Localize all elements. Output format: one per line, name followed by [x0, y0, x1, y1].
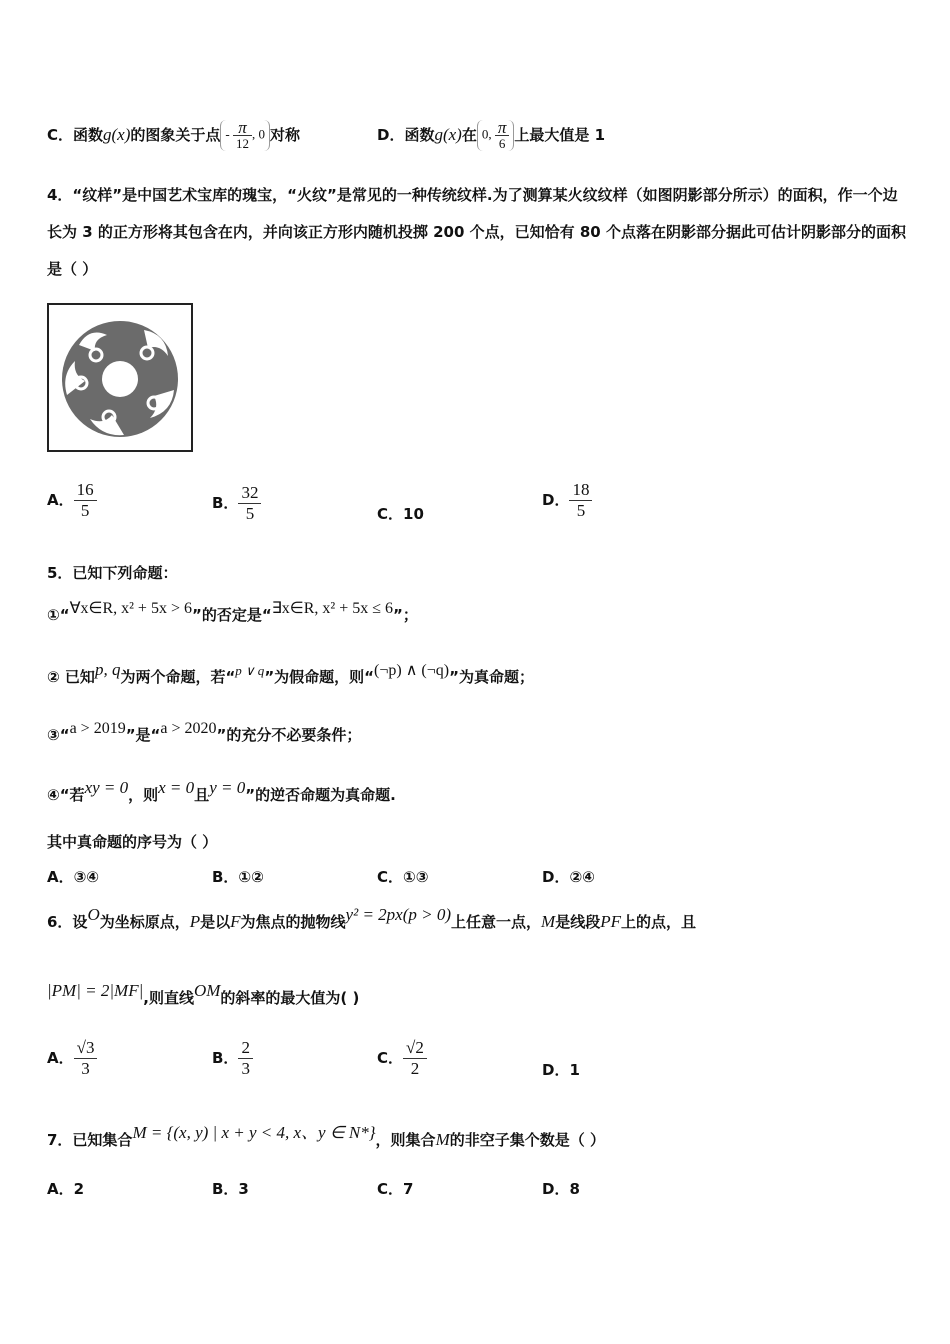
text: 上最大值是 1 [514, 126, 606, 144]
text: ”的否定是“ [191, 606, 272, 624]
text: ”是“ [125, 726, 161, 744]
text: 为两个命题，若“ [120, 668, 236, 686]
text: ”的充分不必要条件； [216, 726, 362, 744]
text: 7．已知集合 [47, 1131, 133, 1149]
math: ∀x∈R, x² + 5x > 6 [69, 600, 192, 617]
text: ④“若 [47, 786, 85, 804]
q6-line-2 [47, 981, 360, 1008]
interval-bracket: 0, $\frac{\pi}{6}$ [477, 120, 515, 151]
fire-pattern-icon [49, 305, 191, 450]
option-label: A． [47, 491, 74, 509]
text: 为坐标原点， [99, 913, 190, 931]
text: ③“ [47, 726, 70, 744]
math: a > 2020 [160, 720, 217, 737]
math: (¬p) ∧ (¬q) [374, 662, 450, 679]
q5-option-b[interactable]: B．①② [212, 868, 264, 886]
q6-option-a[interactable] [47, 1038, 97, 1079]
text: 的斜率的最大值为( ) [220, 989, 360, 1007]
option-label: D． [542, 1061, 570, 1079]
q7-line [47, 1123, 605, 1150]
math: ∃x∈R, x² + 5x ≤ 6 [271, 600, 394, 617]
text: ，则集合 [375, 1131, 436, 1149]
text: 的非空子集个数是（ ） [449, 1131, 605, 1149]
frac-num: π [233, 120, 252, 136]
text: ”的逆否命题为真命题. [245, 786, 396, 804]
math: x = 0 [158, 778, 195, 797]
frac-num: 32 [238, 483, 261, 504]
option-label: B． [212, 494, 239, 512]
q7-option-d[interactable]: D．8 [542, 1180, 580, 1198]
math: O [87, 905, 100, 924]
text: 在 [461, 126, 477, 144]
option-label: C．函数 [47, 126, 104, 144]
frac-den: 3 [241, 1059, 250, 1078]
text: ”； [393, 606, 418, 624]
fire-pattern-figure [47, 303, 193, 452]
frac-num: 2 [238, 1038, 253, 1059]
text: 对称 [270, 126, 301, 144]
text: ”为真命题； [449, 668, 534, 686]
math-gx: g(x) [434, 125, 462, 144]
math: M [435, 1130, 450, 1149]
math: xy = 0 [84, 778, 129, 797]
math: p ∨ q [235, 663, 265, 678]
frac-num: √3 [74, 1038, 98, 1059]
text: 的图象关于点 [130, 126, 221, 144]
frac-num: 18 [569, 480, 592, 501]
q4-option-d[interactable] [542, 480, 592, 521]
math: F [230, 912, 241, 931]
option-label: D．函数 [377, 126, 435, 144]
text: ，则 [128, 786, 159, 804]
q6-option-d[interactable] [542, 1059, 580, 1080]
q4-option-c[interactable] [377, 503, 424, 524]
q7-option-c[interactable]: C．7 [377, 1180, 414, 1198]
math: P [189, 912, 201, 931]
q5-option-d[interactable]: D．②④ [542, 868, 595, 886]
q3-option-c [47, 120, 300, 151]
math: a > 2019 [69, 720, 126, 737]
math: |PM| = 2|MF| [47, 981, 144, 1000]
option-value: 1 [569, 1061, 580, 1079]
math: PF [600, 912, 621, 931]
text: 上的点，且 [620, 913, 696, 931]
text: 6．设 [47, 913, 88, 931]
q4-option-a[interactable] [47, 480, 97, 521]
math: OM [193, 981, 221, 1000]
q4-text: 4．“纹样”是中国艺术宝库的瑰宝，“火纹”是常见的一种传统纹样.为了测算某火纹纹样（如图阴影部分所示）的面积，作一个边长为 3 的正方形将其包含在内，并向该正方形内随机投掷 200 个点，已知恰有 80 个点落在阴影部分据此可估计阴影部分的面积是（ ） [47, 186, 906, 278]
q5-proposition-3 [47, 720, 362, 746]
option-value: 10 [403, 505, 424, 523]
frac-num: 16 [74, 480, 97, 501]
q5-option-c[interactable]: C．①③ [377, 868, 429, 886]
q5-proposition-1 [47, 600, 418, 626]
text: 是线段 [555, 913, 601, 931]
math: M = {(x, y) | x + y < 4, x、y ∈ N*} [132, 1123, 376, 1142]
frac-den: 3 [81, 1059, 90, 1078]
point-bracket: - $\frac{\pi}{12}$ , 0 [220, 120, 270, 151]
q5-proposition-4 [47, 778, 396, 805]
option-label: A． [47, 1049, 74, 1067]
math-gx: g(x) [103, 125, 131, 144]
text: ② 已知 [47, 668, 95, 686]
math: p, q [94, 660, 121, 679]
option-label: C． [377, 505, 404, 523]
text: 上任意一点， [451, 913, 542, 931]
frac-num: √2 [403, 1038, 427, 1059]
q6-line-1 [47, 905, 696, 932]
q5-proposition-2 [47, 660, 534, 688]
math: y = 0 [209, 778, 246, 797]
text: 且 [194, 786, 210, 804]
q5-title: 5．已知下列命题： [47, 564, 178, 582]
q3-option-d [377, 120, 605, 151]
frac-den: 5 [80, 501, 90, 520]
frac-den: 5 [576, 501, 586, 520]
frac-num: π [495, 120, 510, 136]
option-label: B． [212, 1049, 239, 1067]
frac-den: 5 [245, 504, 255, 523]
frac-den: 12 [236, 136, 249, 151]
option-label: D． [542, 491, 570, 509]
text: 是以 [200, 913, 231, 931]
frac-den: 6 [498, 136, 506, 151]
q4-option-b[interactable] [212, 483, 261, 524]
q6-option-b[interactable] [212, 1038, 253, 1079]
frac-den: 2 [410, 1059, 420, 1078]
math: M [541, 912, 556, 931]
text: ,则直线 [143, 989, 194, 1007]
q6-option-c[interactable] [377, 1038, 427, 1079]
q5-question: 其中真命题的序号为（ ） [47, 833, 218, 851]
text: ”为假命题，则“ [264, 668, 375, 686]
option-label: C． [377, 1049, 404, 1067]
math: y² = 2px(p > 0) [345, 905, 451, 924]
q7-option-b[interactable]: B．3 [212, 1180, 249, 1198]
q7-option-a[interactable]: A．2 [47, 1180, 85, 1198]
text: 为焦点的抛物线 [240, 913, 346, 931]
q5-option-a[interactable]: A．③④ [47, 868, 100, 886]
text: ①“ [47, 606, 70, 624]
